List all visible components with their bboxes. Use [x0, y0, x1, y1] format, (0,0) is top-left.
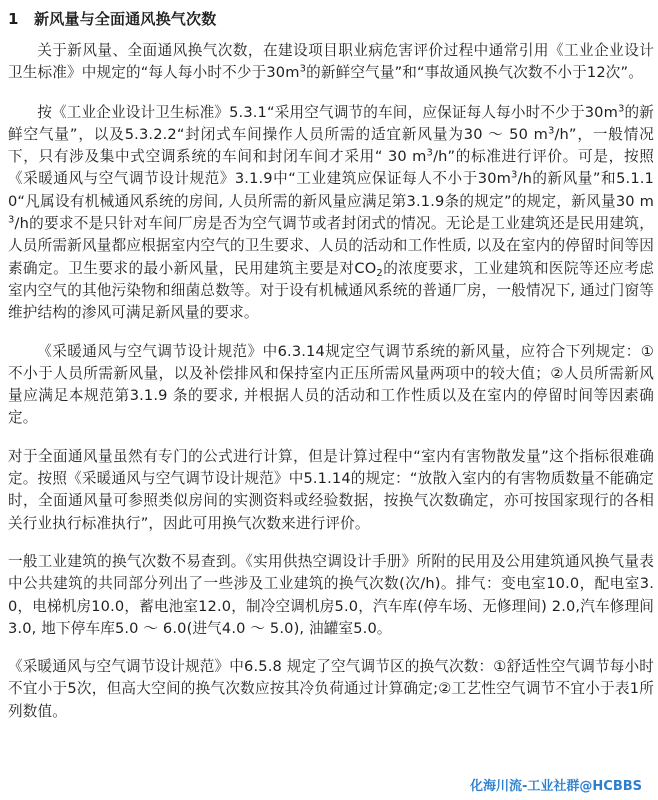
- section-heading: [8, 0, 654, 31]
- paragraph-4: 对于全面通风量虽然有专门的公式进行计算，但是计算过程中“室内有害物散发量”这个指标很难确定。按照《采暖通风与空气调节设计规范》中5.1.14的规定：“放散入室内的有害物质数量不能确定时，全面通风量可参照类似房间的实测资料或经验数据，按换气次数确定，亦可按国家现行的各相关行业执行标准执行”，因此可用换气次数来进行评价。: [8, 447, 654, 532]
- document: [8, 0, 654, 723]
- paragraph-6: 《采暖通风与空气调节设计规范》中6.5.8 规定了空气调节区的换气次数：①舒适性空气调节每小时不宜小于5次，但高大空间的换气次数应按其冷负荷通过计算确定;②工艺性空气调节不宜小于表1所列数值。: [8, 658, 654, 720]
- paragraph-1: 关于新风量、全面通风换气次数，在建设项目职业病危害评价过程中通常引用《工业企业设计卫生标准》中规定的“每人每小时不少于$30m^3$的新鲜空气量”和“事故通风换气次数不小于12次”。: [8, 42, 654, 82]
- section-number: 1: [8, 10, 19, 28]
- watermark: 化海川流-工业社群@HCBBS: [470, 779, 642, 794]
- section-title: 新风量与全面通风换气次数: [34, 10, 217, 28]
- paragraph-3: 《采暖通风与空气调节设计规范》中6.3.14规定空气调节系统的新风量，应符合下列规定：①不小于人员所需新风量，以及补偿排风和保持室内正压所需风量两项中的较大值；②人员所需新风量应满足本规范第3.1.9 条的要求, 并根据人员的活动和工作性质以及在室内的停留时间等因素确定。: [8, 342, 654, 427]
- paragraph-2: 按《工业企业设计卫生标准》5.3.1“采用空气调节的车间，应保证每人每小时不少于$30m^3$的新鲜空气量”，以及5.3.2.2“封闭式车间操作人员所需的适宜新风量为30 ～ 50 $m^3/h$”，一般情况下，只有涉及集中式空调系统的车间和封闭车间才采用“ 30 $m^3/h$”的标准进行评价。可是，按照《采暖通风与空气调节设计规范》3.1.9中“工业建筑应保证每人不小于$30m^3/h$的新风量”和5.1.10“凡属设有机械通风系统的房间, 人员所需的新风量应满足第3.1.9条的规定”的规定，新风量30 $m^3/h$的要求不是只针对车间厂房是否为空气调节或者封闭式的情况。无论是工业建筑还是民用建筑，人员所需新风量都应根据室内空气的卫生要求、人员的活动和工作性质, 以及在室内的停留时间等因素确定。卫生要求的最小新风量，民用建筑主要是对$CO_2$的浓度要求，工业建筑和医院等还应考虑室内空气的其他污染物和细菌总数等。对于设有机械通风系统的普通厂房，一般情况下, 通过门窗等维护结构的渗风可满足新风量的要求。: [8, 103, 655, 322]
- paragraph-5: 一般工业建筑的换气次数不易查到。《实用供热空调设计手册》所附的民用及公用建筑通风换气量表中公共建筑的共同部分列出了一些涉及工业建筑的换气次数(次/h)。排气：变电室10.0，配电室3.0，电梯机房10.0，蓄电池室12.0，制冷空调机房5.0，汽车库(停车场、无修理间) 2.0,汽车修理间3.0, 地下停车库5.0 ～ 6.0(进气4.0 ～ 5.0), 油罐室5.0。: [8, 552, 654, 637]
